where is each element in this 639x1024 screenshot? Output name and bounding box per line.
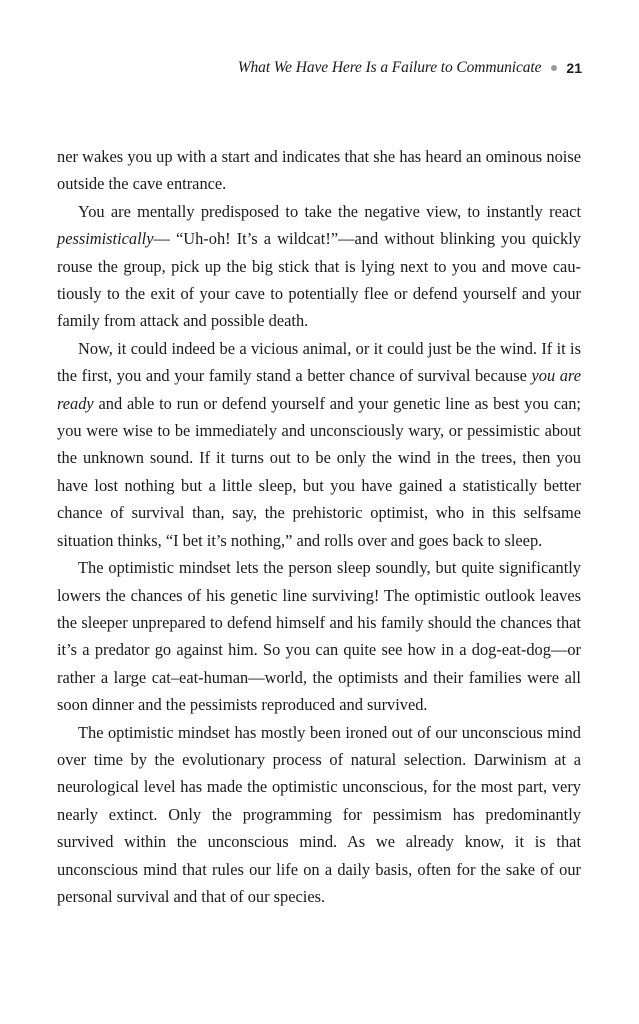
text-run: and able to run or defend yourself and your genetic line as best you can; you were wise to be immediately and unconsciously wary, or pessimistic about the unknown sound. If it turns out to be only the wind in the trees, then you have lost nothing but a little sleep, but you have gained a statistically better chance of survival than, say, the prehistoric optimist, who in this selfsame situation thinks, “I bet it’s nothing,” and rolls over and goes back to sleep. xyxy=(57,393,581,550)
bullet-icon xyxy=(551,65,557,71)
paragraph xyxy=(57,719,581,911)
text-run: The optimistic mindset has mostly been ironed out of our unconscious mind over time by the evolutionary process of natural selection. Darwinism at a neurological level has made the optimistic unconscious, for the most part, very nearly extinct. Only the programming for pessimism has predominantly survived within the unconscious mind. As we already know, it is that unconscious mind that rules our life on a daily basis, often for the sake of our personal survival and that of our species. xyxy=(57,722,581,906)
running-head xyxy=(238,57,582,79)
body-text xyxy=(57,143,581,910)
paragraph xyxy=(57,335,581,554)
paragraph xyxy=(57,554,581,718)
paragraph xyxy=(57,198,581,335)
text-run: You are mentally predisposed to take the negative view, to instantly react xyxy=(78,201,581,221)
emphasis-text: you are ready xyxy=(57,366,581,413)
text-run: The optimistic mindset lets the person sleep soundly, but quite significantly lowers the chances of his genetic line surviving! The optimistic outlook leaves the sleeper unprepared to defend himself and his family should the chances that it’s a predator go against him. So you can quite see how in a dog-eat-dog—or rather a large cat–eat-human—world, the optimists and their families were all soon dinner and the pessimists reproduced and survived. xyxy=(57,558,581,715)
emphasis-text: pessimistically xyxy=(57,229,154,249)
page-number: 21 xyxy=(566,60,582,76)
paragraph xyxy=(57,143,581,198)
text-run: ner wakes you up with a start and indicates that she has heard an ominous noise outside the cave entrance. xyxy=(57,147,581,194)
running-title: What We Have Here Is a Failure to Communicate xyxy=(237,59,542,76)
text-run: Now, it could indeed be a vicious animal, or it could just be the wind. If it is the first, you and your family stand a better chance of survival because xyxy=(57,338,581,386)
text-run: — “Uh-oh! It’s a wildcat!”—and without blinking you quickly rouse the group, pick up the big stick that is lying next to you and move cautiously to the exit of your cave to potentially flee or defend yourself and your family from attack and possible death. xyxy=(57,229,581,331)
